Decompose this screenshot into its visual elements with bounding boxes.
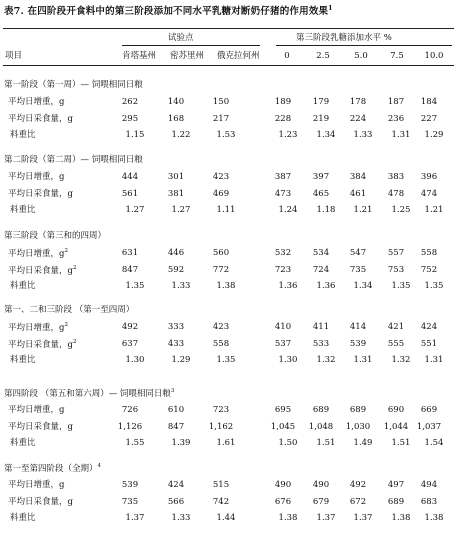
site-value-cell: 847 [121,265,139,275]
level-value-cell: 1.36 [316,281,336,291]
site-value-cell: 1.35 [125,281,145,291]
level-value-cell: 397 [312,172,330,182]
site-value-cell: 560 [212,248,230,258]
site-value-cell: 424 [167,480,185,490]
level-value-cell: 689 [312,405,330,415]
level-value-cell: 683 [420,497,438,507]
row-label [8,173,64,182]
level-value-cell: 1.21 [424,205,444,215]
row-label-text: 平均日采食量，g [8,422,73,432]
site-value-cell: 1.38 [216,281,236,291]
site-value-cell: 444 [121,172,139,182]
level-value-cell: 465 [312,189,330,199]
header-site-missouri: 密苏里州 [170,51,205,61]
site-value-cell: 592 [167,265,185,275]
row-label [8,98,64,107]
site-value-cell: 168 [167,114,185,124]
row-label-text: 料重比 [10,355,36,365]
site-value-cell: 566 [167,497,185,507]
section-heading-text: 第一至第四阶段（全期） [4,463,98,474]
level-value-cell: 224 [349,114,367,124]
site-value-cell: 1.53 [216,130,236,140]
site-value-cell: 333 [167,322,185,332]
row-label [8,481,64,490]
section-heading [4,389,174,398]
level-value-cell: 557 [387,248,405,258]
level-value-cell: 1.35 [391,281,411,291]
site-value-cell: 726 [121,405,139,415]
section-heading-footnote-mark: 3 [170,388,175,394]
level-value-cell: 1.38 [278,513,298,523]
site-value-cell: 1.39 [171,438,191,448]
site-value-cell: 1,162 [208,422,234,432]
header-group-levels-rule [276,45,452,46]
header-level-7-5: 7.5 [390,51,404,61]
site-value-cell: 150 [212,97,230,107]
level-value-cell: 1,037 [416,422,442,432]
level-value-cell: 1.18 [316,205,336,215]
row-label-text: 料重比 [10,513,36,523]
table-title [4,6,333,17]
level-value-cell: 410 [274,322,292,332]
row-label [10,206,36,215]
row-label-text: 料重比 [10,205,36,215]
section-heading-text: 第四阶段 （第五和第六周）— 饲喂相同日粮 [4,388,171,399]
level-value-cell: 1,045 [270,422,296,432]
header-level-2-5: 2.5 [316,51,330,61]
level-value-cell: 490 [312,480,330,490]
site-value-cell: 1.55 [125,438,145,448]
section-heading [4,156,143,165]
level-value-cell: 1,048 [308,422,334,432]
level-value-cell: 236 [387,114,405,124]
header-site-oklahoma: 俄克拉何州 [217,51,260,61]
site-value-cell: 301 [167,172,185,182]
level-value-cell: 497 [387,480,405,490]
row-label-text: 平均日采食量，g [8,114,73,124]
header-item-label: 项目 [5,51,23,61]
level-value-cell: 1.29 [424,130,444,140]
row-label [8,423,73,432]
site-value-cell: 742 [212,497,230,507]
level-value-cell: 1.30 [278,355,298,365]
level-value-cell: 539 [349,339,367,349]
site-value-cell: 262 [121,97,139,107]
site-value-cell: 610 [167,405,185,415]
row-label-text: 平均日采食量，g [8,339,73,350]
row-label-footnote-mark: 2 [72,339,77,345]
site-value-cell: 1.37 [125,513,145,523]
site-value-cell: 772 [212,265,230,275]
row-label-text: 平均日采食量，g [8,265,73,276]
level-value-cell: 490 [274,480,292,490]
site-value-cell: 1,126 [117,422,143,432]
site-value-cell: 140 [167,97,185,107]
row-label-text: 料重比 [10,281,36,291]
site-value-cell: 1.44 [216,513,236,523]
site-value-cell: 1.30 [125,355,145,365]
level-value-cell: 396 [420,172,438,182]
section-heading [4,464,101,473]
row-label-text: 平均日增重，g [8,172,65,182]
site-value-cell: 1.22 [171,130,191,140]
row-label-text: 平均日增重，g [8,480,65,490]
level-value-cell: 1.49 [353,438,373,448]
title-text: 表7. 在四阶段开食料中的第三阶段添加不同水平乳糖对断奶仔猪的作用效果 [4,6,329,18]
level-value-cell: 1.33 [353,130,373,140]
row-label [8,266,76,275]
level-value-cell: 1.50 [278,438,298,448]
header-level-0: 0 [284,51,290,61]
row-label-text: 料重比 [10,438,36,448]
row-label [10,131,36,140]
site-value-cell: 515 [212,480,230,490]
site-value-cell: 1.29 [171,355,191,365]
site-value-cell: 1.27 [171,205,191,215]
level-value-cell: 228 [274,114,292,124]
level-value-cell: 558 [420,248,438,258]
level-value-cell: 1.34 [353,281,373,291]
level-value-cell: 219 [312,114,330,124]
site-value-cell: 735 [121,497,139,507]
site-value-cell: 558 [212,339,230,349]
section-heading [4,232,106,241]
level-value-cell: 547 [349,248,367,258]
level-value-cell: 421 [387,322,405,332]
level-value-cell: 424 [420,322,438,332]
level-value-cell: 383 [387,172,405,182]
level-value-cell: 1.24 [278,205,298,215]
row-label-text: 平均日增重，g [8,322,65,333]
table-top-rule [3,28,454,29]
site-value-cell: 1.35 [216,355,236,365]
level-value-cell: 1.25 [391,205,411,215]
level-value-cell: 1.35 [424,281,444,291]
site-value-cell: 433 [167,339,185,349]
level-value-cell: 494 [420,480,438,490]
row-label-footnote-mark: 2 [72,265,77,271]
site-value-cell: 492 [121,322,139,332]
site-value-cell: 1.27 [125,205,145,215]
level-value-cell: 178 [349,97,367,107]
site-value-cell: 381 [167,189,185,199]
level-value-cell: 492 [349,480,367,490]
level-value-cell: 1.36 [278,281,298,291]
row-label-text: 平均日增重，g [8,248,65,259]
level-value-cell: 669 [420,405,438,415]
level-value-cell: 534 [312,248,330,258]
site-value-cell: 217 [212,114,230,124]
level-value-cell: 753 [387,265,405,275]
level-value-cell: 473 [274,189,292,199]
site-value-cell: 423 [212,172,230,182]
level-value-cell: 1,030 [345,422,371,432]
site-value-cell: 1.33 [171,281,191,291]
site-value-cell: 631 [121,248,139,258]
level-value-cell: 752 [420,265,438,275]
level-value-cell: 1.51 [391,438,411,448]
level-value-cell: 1,044 [383,422,409,432]
section-heading-text: 第一、二和三阶段 （第一至四周） [4,305,135,315]
level-value-cell: 1.32 [316,355,336,365]
row-label [10,439,36,448]
title-footnote-mark: 1 [328,5,333,12]
level-value-cell: 1.34 [316,130,336,140]
level-value-cell: 672 [349,497,367,507]
row-label-text: 料重比 [10,130,36,140]
site-value-cell: 637 [121,339,139,349]
row-label [10,356,36,365]
row-label [10,282,36,291]
row-label-text: 平均日增重，g [8,405,65,415]
level-value-cell: 679 [312,497,330,507]
level-value-cell: 1.38 [424,513,444,523]
row-label-text: 平均日采食量，g [8,189,73,199]
level-value-cell: 414 [349,322,367,332]
site-value-cell: 723 [212,405,230,415]
level-value-cell: 1.37 [316,513,336,523]
level-value-cell: 179 [312,97,330,107]
site-value-cell: 1.11 [216,205,236,215]
level-value-cell: 1.31 [391,130,411,140]
level-value-cell: 689 [387,497,405,507]
level-value-cell: 411 [312,322,330,332]
level-value-cell: 1.32 [391,355,411,365]
site-value-cell: 561 [121,189,139,199]
level-value-cell: 1.38 [391,513,411,523]
level-value-cell: 723 [274,265,292,275]
row-label [8,323,68,332]
row-label-text: 平均日采食量，g [8,497,73,507]
level-value-cell: 555 [387,339,405,349]
site-value-cell: 1.61 [216,438,236,448]
level-value-cell: 187 [387,97,405,107]
row-label [8,115,73,124]
level-value-cell: 1.51 [316,438,336,448]
level-value-cell: 551 [420,339,438,349]
row-label [8,190,73,199]
header-level-5-0: 5.0 [354,51,368,61]
row-label-footnote-mark: 2 [64,322,68,328]
site-value-cell: 295 [121,114,139,124]
level-value-cell: 1.21 [353,205,373,215]
level-value-cell: 478 [387,189,405,199]
level-value-cell: 184 [420,97,438,107]
site-value-cell: 539 [121,480,139,490]
row-label-footnote-mark: 2 [64,248,68,254]
row-label [8,406,64,415]
section-heading-text: 第一阶段（第一周）— 饲喂相同日粮 [4,80,143,90]
site-value-cell: 1.15 [125,130,145,140]
row-label [8,340,76,349]
level-value-cell: 690 [387,405,405,415]
site-value-cell: 1.33 [171,513,191,523]
section-heading [4,306,134,315]
level-value-cell: 1.31 [353,355,373,365]
site-value-cell: 469 [212,189,230,199]
level-value-cell: 1.54 [424,438,444,448]
level-value-cell: 735 [349,265,367,275]
level-value-cell: 1.23 [278,130,298,140]
site-value-cell: 446 [167,248,185,258]
row-label-text: 平均日增重，g [8,97,65,107]
header-level-10-0: 10.0 [424,51,444,61]
level-value-cell: 461 [349,189,367,199]
section-heading [4,81,143,90]
row-label [8,249,68,258]
row-label [10,514,36,523]
level-value-cell: 676 [274,497,292,507]
level-value-cell: 227 [420,114,438,124]
section-heading-text: 第二阶段（第二周）— 饲喂相同日粮 [4,155,143,165]
level-value-cell: 1.31 [424,355,444,365]
level-value-cell: 695 [274,405,292,415]
header-group-levels: 第三阶段乳糖添加水平 % [296,33,392,43]
site-value-cell: 847 [167,422,185,432]
header-site-kentucky: 肯塔基州 [122,51,157,61]
header-group-sites-rule [122,45,260,46]
level-value-cell: 532 [274,248,292,258]
header-bottom-rule [3,65,454,66]
level-value-cell: 689 [349,405,367,415]
level-value-cell: 537 [274,339,292,349]
header-group-sites: 试验点 [168,33,194,43]
level-value-cell: 387 [274,172,292,182]
level-value-cell: 724 [312,265,330,275]
section-heading-footnote-mark: 4 [97,463,102,469]
level-value-cell: 189 [274,97,292,107]
level-value-cell: 1.37 [353,513,373,523]
section-heading-text: 第三阶段（第三和的四周） [4,231,107,241]
level-value-cell: 384 [349,172,367,182]
level-value-cell: 474 [420,189,438,199]
level-value-cell: 533 [312,339,330,349]
row-label [8,498,73,507]
site-value-cell: 423 [212,322,230,332]
